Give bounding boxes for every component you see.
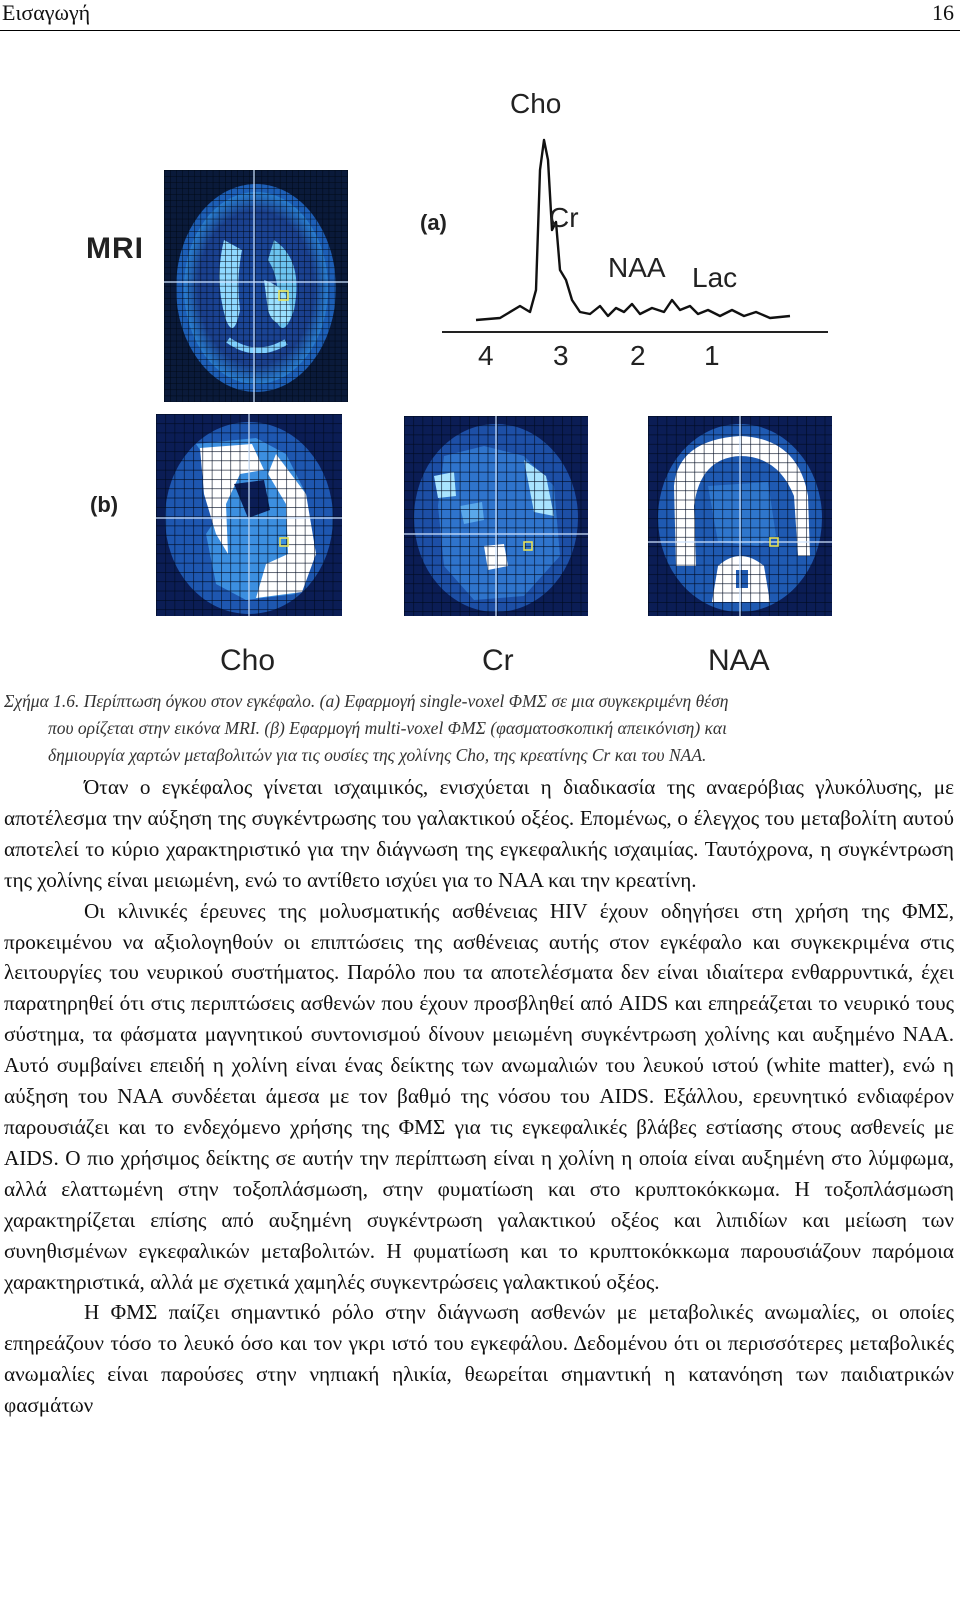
metabolite-map-cr xyxy=(404,416,588,616)
mrs-spectrum xyxy=(440,130,832,350)
caption-line: δημιουργία χαρτών μεταβολιτών για τις ουσίες της χολίνης Cho, της κρεατίνης Cr και του NAA. xyxy=(48,745,707,765)
panel-b-label: (b) xyxy=(90,492,119,517)
ppm-tick: 1 xyxy=(704,340,720,371)
peak-label-lac: Lac xyxy=(692,262,738,293)
mri-label: MRI xyxy=(86,232,144,265)
metabolite-map-naa xyxy=(648,416,832,616)
mri-brain-image xyxy=(164,170,348,402)
paragraph: Όταν ο εγκέφαλος γίνεται ισχαιμικός, ενισχύεται η διαδικασία της αναερόβιας γλυκόλυσης, με αποτέλεσμα την αύξηση της συγκέντρωσης του γαλακτικού οξέος. Επομένως, ο έλεγχος του μεταβολίτη αυτού αποτελεί το κύριο χαρακτηριστικό για την διάγνωση της εγκεφαλικής ισχαιμίας. Ταυτόχρονα, η συγκέντρωση της χολίνης είναι μειωμένη, ενώ το αντίθετο ισχύει για το NAA και την κρεατίνη. xyxy=(4,775,954,892)
caption-line: που ορίζεται στην εικόνα MRI. (β) Εφαρμογή multi-voxel ΦΜΣ (φασματοσκοπική απεικόνιση) και xyxy=(48,718,727,738)
peak-label-naa: NAA xyxy=(608,252,666,283)
map-label-cr: Cr xyxy=(482,644,514,677)
page-number: 16 xyxy=(932,0,954,25)
map-label-naa: NAA xyxy=(708,644,770,677)
peak-label-cho: Cho xyxy=(510,88,562,119)
map-label-cho: Cho xyxy=(220,644,276,677)
metabolite-map-cho xyxy=(156,414,342,616)
paragraph: Η ΦΜΣ παίζει σημαντικό ρόλο στην διάγνωση ασθενών με μεταβολικές ανωμαλίες, οι οποίες επηρεάζουν τόσο το λευκό όσο και τον γκρι ιστό του εγκεφάλου. Δεδομένου ότι οι περισσότερες μεταβολικές ανωμαλίες είναι παρούσες στην νηπιακή ηλικία, θεωρείται σημαντική η κατανόηση των παιδιατρικών φασμάτων xyxy=(4,1300,954,1418)
peak-label-cr: Cr xyxy=(549,202,579,233)
ppm-tick: 3 xyxy=(553,340,569,371)
figure-mrs-tumor xyxy=(0,60,960,680)
ppm-tick: 2 xyxy=(630,340,646,371)
page-header xyxy=(0,0,960,31)
panel-a-label: (a) xyxy=(420,210,447,235)
figure-caption xyxy=(4,688,952,769)
caption-line: Σχήμα 1.6. Περίπτωση όγκου στον εγκέφαλο. (a) Εφαρμογή single-voxel ΦΜΣ σε μια συγκεκριμένη θέση xyxy=(4,691,729,711)
paragraph: Οι κλινικές έρευνες της μολυσματικής ασθένειας HIV έχουν οδηγήσει στη χρήση της ΦΜΣ, προκειμένου να αξιολογηθούν οι επιπτώσεις της ασθένειας αυτής στον εγκέφαλο και συγκεκριμένα στις λειτουργίες του νευρικού συστήματος. Παρόλο που τα αποτελέσματα δεν είναι ιδιαίτερα ενθαρρυντικά, έχει παρατηρηθεί ότι στις περιπτώσεις ασθενών που έχουν προσβληθεί από AIDS και επηρεάζεται το νευρικό τους σύστημα, τα φάσματα μαγνητικού συντονισμού δίνουν μειωμένη συγκέντρωση χολίνης και αυξημένο NAA. Αυτό συμβαίνει επειδή η χολίνη είναι ένας δείκτης των ανωμαλιών του λευκού ιστού (white matter), ενώ η αύξηση του NAA συνδέεται άμεσα με τον βαθμό της νόσου του AIDS. Εξάλλου, ερευνητικό ενδιαφέρον παρουσιάζει και το ενδεχόμενο χρήσης της ΦΜΣ για τις εγκεφαλικές βλάβες εστίασης στους ασθενείς με AIDS. Ο πιο χρήσιμος δείκτης σε αυτήν την περίπτωση είναι η χολίνη η οποία είναι αυξημένη στο λύμφωμα, αλλά ελαττωμένη στην τοξοπλάσμωση, στην φυματίωση και στο κρυπτοκόκκωμα. Η τοξοπλάσμωση χαρακτηρίζεται επίσης από αυξημένη συγκέντρωση γαλακτικού οξέος και λιπιδίων και μείωση των συνηθισμένων εγκεφαλικών μεταβολιτών. Η φυματίωση και το κρυπτοκόκκωμα παρουσιάζουν παρόμοια χαρακτηριστικά, αλλά με σχετικά χαμηλές συγκεντρώσεις γαλακτικού οξέος. xyxy=(4,898,954,1294)
chapter-title: Εισαγωγή xyxy=(2,0,91,25)
body-text xyxy=(4,772,954,1421)
ppm-tick: 4 xyxy=(478,340,494,371)
